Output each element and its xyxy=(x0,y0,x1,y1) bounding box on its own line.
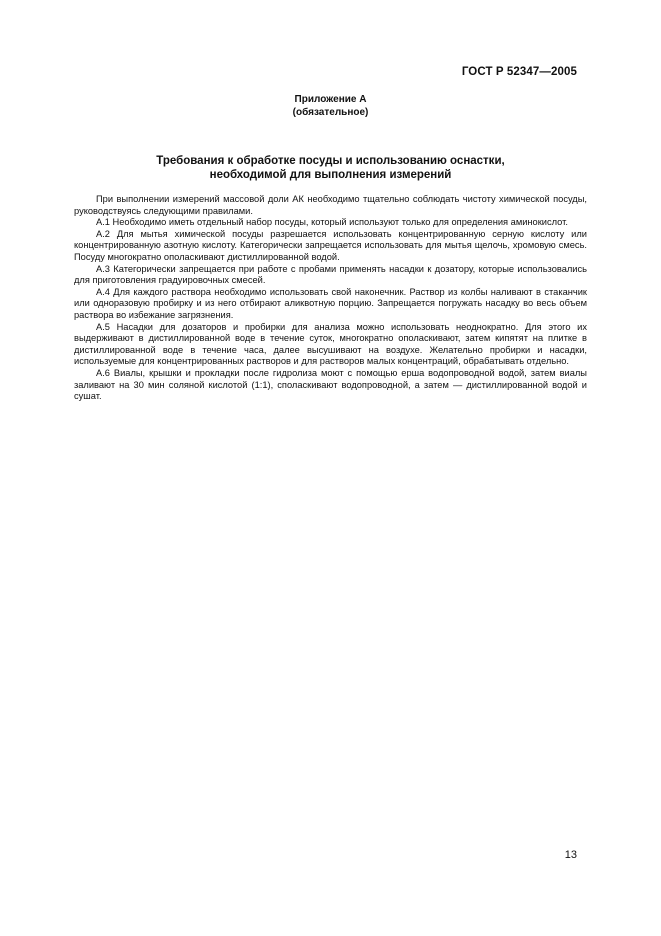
document-body xyxy=(74,194,587,403)
section-title-line-1: Требования к обработке посуды и использованию оснастки, xyxy=(156,155,505,167)
paragraph-a5: А.5 Насадки для дозаторов и пробирки для анализа можно использовать неоднократно. Для этого их выдерживают в дистиллированной воде в течение суток, многократно ополаскивают, затем кипятят на плитке в дистиллированной воде в течение часа, далее высушивают на воздухе. Желательно пробирки и насадки, используемые для концентрированных растворов и для растворов малых концентраций, обрабатывать отдельно. xyxy=(74,321,587,367)
paragraph-intro: При выполнении измерений массовой доли АК необходимо тщательно соблюдать чистоту химической посуды, руководствуясь следующими правилами. xyxy=(74,194,587,216)
paragraph-a2: А.2 Для мытья химической посуды разрешается использовать концентрированную серную кислоту или концентрированную азотную кислоту. Категорически запрещается использовать для мытья щелочь, хромовую смесь. Посуду многократно ополаскивают дистиллированной водой. xyxy=(74,228,587,262)
paragraph-a3: А.3 Категорически запрещается при работе с пробами применять насадки к дозатору, которые использовались для приготовления градуировочных смесей. xyxy=(74,263,587,286)
section-title-line-2: необходимой для выполнения измерений xyxy=(209,169,452,181)
document-code: ГОСТ Р 52347—2005 xyxy=(461,66,577,78)
paragraph-a1: А.1 Необходимо иметь отдельный набор посуды, который используют только для определения аминокислот. xyxy=(96,217,568,228)
appendix-status: (обязательное) xyxy=(292,107,369,118)
appendix-label: Приложение А xyxy=(294,94,367,105)
paragraph-a6: А.6 Виалы, крышки и прокладки после гидролиза моют с помощью ерша водопроводной водой, затем виалы заливают на 30 мин соляной кислотой (1:1), споласкивают водопроводной, а затем — дистиллированной водой и сушат. xyxy=(74,367,587,402)
paragraph-a4: А.4 Для каждого раствора необходимо использовать свой наконечник. Раствор из колбы наливают в стаканчик или одноразовую пробирку и из него отбирают аликвотную порцию. Запрещается погружать насадку во весь объем раствора во избежание загрязнения. xyxy=(74,286,587,320)
appendix-heading xyxy=(0,93,661,119)
page-number: 13 xyxy=(564,849,577,861)
section-title xyxy=(0,154,661,182)
